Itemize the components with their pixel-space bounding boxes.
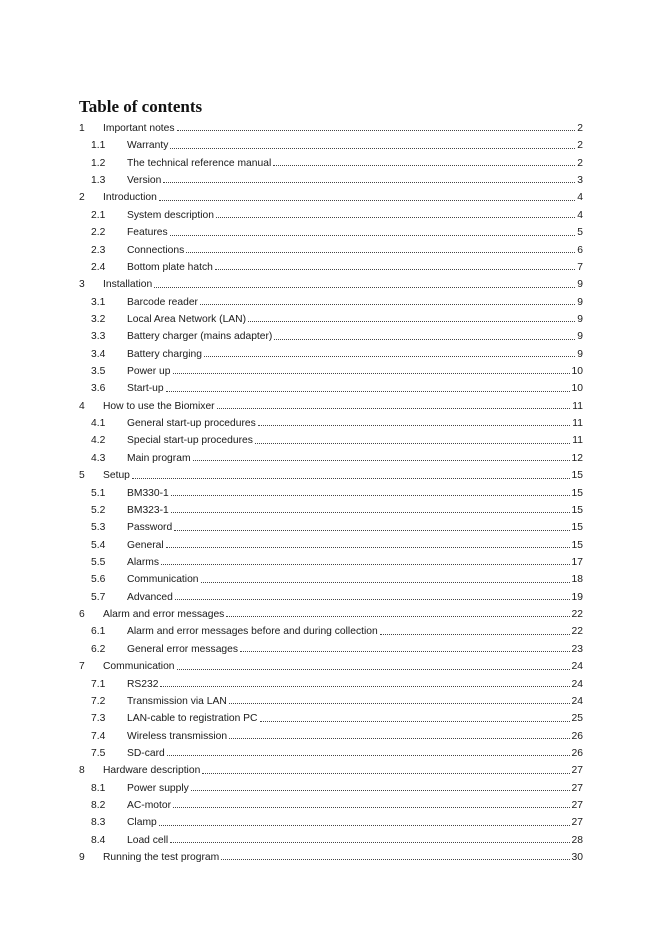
- dot-leader: [229, 703, 570, 704]
- toc-entry-title-line: [103, 658, 583, 675]
- toc-entry-title: Running the test program: [103, 852, 220, 864]
- toc-entry-title-line: [103, 120, 583, 137]
- toc-entry[interactable]: [79, 658, 583, 675]
- toc-entry-title: BM323-1: [127, 504, 169, 516]
- toc-entry-page: 26: [571, 730, 583, 742]
- toc-entry-page: 4: [577, 192, 583, 204]
- dot-leader: [274, 339, 575, 340]
- toc-entry-number: 7.3: [91, 713, 106, 725]
- toc-entry-page: 27: [571, 782, 583, 794]
- toc-entry-title-line: [103, 606, 583, 623]
- toc-entry[interactable]: [79, 728, 583, 745]
- dot-leader: [177, 130, 576, 131]
- dot-leader: [174, 530, 569, 531]
- toc-entry-title-line: [127, 676, 583, 693]
- dot-leader: [161, 564, 569, 565]
- toc-entry-page: 24: [571, 678, 583, 690]
- toc-entry-number: 4.3: [91, 452, 106, 464]
- toc-entry-title-line: [127, 797, 583, 814]
- toc-entry-title: Battery charger (mains adapter): [127, 331, 273, 343]
- toc-entry[interactable]: [79, 589, 583, 606]
- toc-entry-title-line: [127, 728, 583, 745]
- toc-entry-number: 2.4: [91, 261, 106, 273]
- toc-entry-title: Alarm and error messages before and during collection: [127, 626, 378, 638]
- toc-entry-page: 24: [571, 695, 583, 707]
- toc-entry-number: 4.1: [91, 418, 106, 430]
- dot-leader: [163, 182, 575, 183]
- toc-entry[interactable]: [79, 346, 583, 363]
- toc-entry-title: Installation: [103, 279, 153, 291]
- dot-leader: [186, 252, 575, 253]
- toc-entry-title-line: [127, 502, 583, 519]
- toc-entry-page: 23: [571, 643, 583, 655]
- toc-entry-title-line: [103, 849, 583, 866]
- toc-entry-number: 2: [79, 192, 85, 204]
- dot-leader: [260, 721, 570, 722]
- toc-entry-title: Start-up: [127, 383, 164, 395]
- dot-leader: [226, 616, 569, 617]
- toc-entry-title: Wireless transmission: [127, 730, 228, 742]
- toc-entry-page: 2: [577, 123, 583, 134]
- toc-entry[interactable]: [79, 623, 583, 640]
- toc-entry-page: 19: [571, 591, 583, 603]
- toc-entry-page: 9: [577, 296, 583, 308]
- dot-leader: [215, 269, 575, 270]
- toc-entry[interactable]: [79, 259, 583, 276]
- toc-entry-title-line: [127, 641, 583, 658]
- toc-entry-page: 15: [571, 470, 583, 482]
- toc-entry-title-line: [127, 172, 583, 189]
- toc-entry-title: Setup: [103, 470, 130, 482]
- toc-entry-title-line: [127, 554, 583, 571]
- toc-entry-page: 15: [571, 522, 583, 534]
- toc-entry-title: Transmission via LAN: [127, 695, 227, 707]
- toc-entry-title-line: [127, 207, 583, 224]
- toc-entry[interactable]: [79, 502, 583, 519]
- toc-entry-title: Power up: [127, 366, 171, 378]
- toc-entry-page: 30: [571, 852, 583, 864]
- toc-entry-number: 1: [79, 123, 85, 134]
- toc-entry-number: 8.2: [91, 800, 106, 812]
- toc-entry-title: General start-up procedures: [127, 418, 256, 430]
- dot-leader: [170, 148, 575, 149]
- toc-entry-page: 27: [571, 765, 583, 777]
- toc-entry[interactable]: [79, 189, 583, 206]
- toc-entry-number: 6.2: [91, 643, 106, 655]
- toc-entry-title-line: [127, 224, 583, 241]
- toc-entry-title-line: [127, 432, 583, 449]
- toc-entry-number: 1.2: [91, 157, 106, 169]
- toc-entry-title: General error messages: [127, 643, 239, 655]
- toc-entry-page: 2: [577, 157, 583, 169]
- toc-entry-title-line: [103, 189, 583, 206]
- toc-entry-title: Clamp: [127, 817, 157, 829]
- dot-leader: [273, 165, 575, 166]
- toc-entry-page: 15: [571, 487, 583, 499]
- toc-entry-title: Communication: [103, 661, 175, 673]
- toc-entry-number: 5.5: [91, 556, 106, 568]
- toc-entry[interactable]: [79, 276, 583, 293]
- toc-entry[interactable]: [79, 380, 583, 397]
- toc-entry[interactable]: [79, 693, 583, 710]
- toc-entry-title-line: [127, 519, 583, 536]
- toc-entry-number: 5.6: [91, 574, 106, 586]
- dot-leader: [258, 425, 571, 426]
- toc-entry-number: 1.1: [91, 140, 106, 152]
- toc-entry-number: 6.1: [91, 626, 106, 638]
- toc-entry-title-line: [127, 589, 583, 606]
- toc-entry-number: 7.1: [91, 678, 106, 690]
- toc-entry-page: 10: [571, 383, 583, 395]
- toc-entry-title: Warranty: [127, 140, 169, 152]
- toc-entry-number: 6: [79, 609, 85, 621]
- toc-entry-page: 27: [571, 800, 583, 812]
- dot-leader: [216, 217, 575, 218]
- toc-entry[interactable]: [79, 120, 583, 137]
- toc-entry[interactable]: [79, 814, 583, 831]
- toc-entry-title: How to use the Biomixer: [103, 400, 215, 412]
- toc-entry-number: 3.2: [91, 313, 106, 325]
- toc-entry[interactable]: [79, 676, 583, 693]
- toc-entry[interactable]: [79, 710, 583, 727]
- toc-entry-number: 5.1: [91, 487, 106, 499]
- toc-entry-title-line: [127, 311, 583, 328]
- toc-entry[interactable]: [79, 363, 583, 380]
- toc-entry[interactable]: [79, 328, 583, 345]
- toc-entry-title-line: [103, 276, 583, 293]
- toc-entry-number: 5.2: [91, 504, 106, 516]
- toc-entry-page: 3: [577, 175, 583, 187]
- toc-entry-page: 27: [571, 817, 583, 829]
- toc-entry-title: General: [127, 539, 164, 551]
- dot-leader: [221, 859, 569, 860]
- toc-entry-title-line: [127, 380, 583, 397]
- toc-entry-page: 9: [577, 279, 583, 291]
- toc-entry-number: 8: [79, 765, 85, 777]
- toc-entry[interactable]: [79, 485, 583, 502]
- toc-entry[interactable]: [79, 641, 583, 658]
- toc-entry-number: 5.7: [91, 591, 106, 603]
- dot-leader: [173, 807, 569, 808]
- dot-leader: [202, 773, 569, 774]
- toc-entry-title: Introduction: [103, 192, 157, 204]
- toc-entry-title-line: [127, 537, 583, 554]
- toc-entry-page: 25: [571, 713, 583, 725]
- toc-heading: Table of contents: [79, 97, 203, 116]
- toc-entry-title: Important notes: [103, 123, 175, 134]
- toc-entry[interactable]: [79, 432, 583, 449]
- toc-entry-title-line: [127, 745, 583, 762]
- toc-entry-title-line: [127, 710, 583, 727]
- toc-entry[interactable]: [79, 242, 583, 259]
- toc-entry-title: Communication: [127, 574, 199, 586]
- toc-entry[interactable]: [79, 745, 583, 762]
- dot-leader: [170, 842, 569, 843]
- toc-entry-number: 7: [79, 661, 85, 673]
- toc-entry-page: 18: [571, 574, 583, 586]
- toc-entry-number: 2.2: [91, 227, 106, 239]
- toc-entry-title-line: [103, 398, 583, 415]
- toc-entry-page: 12: [571, 452, 583, 464]
- toc-entry[interactable]: [79, 780, 583, 797]
- toc-entry-title: Special start-up procedures: [127, 435, 253, 447]
- toc-entry-page: 11: [572, 435, 583, 447]
- toc-entry-number: 2.3: [91, 244, 106, 256]
- toc-list: [79, 120, 583, 866]
- toc-entry-title-line: [127, 259, 583, 276]
- toc-entry-title-line: [127, 780, 583, 797]
- toc-entry-title: Password: [127, 522, 173, 534]
- dot-leader: [166, 547, 570, 548]
- dot-leader: [248, 321, 575, 322]
- toc-entry-number: 7.2: [91, 695, 106, 707]
- dot-leader: [175, 599, 570, 600]
- dot-leader: [171, 512, 570, 513]
- dot-leader: [160, 686, 569, 687]
- toc-entry-title: Power supply: [127, 782, 189, 794]
- toc-entry-number: 8.1: [91, 782, 106, 794]
- toc-entry-title: Advanced: [127, 591, 173, 603]
- toc-entry[interactable]: [79, 311, 583, 328]
- dot-leader: [159, 825, 570, 826]
- toc-entry[interactable]: [79, 554, 583, 571]
- toc-entry-page: 11: [572, 418, 583, 430]
- toc-entry[interactable]: [79, 571, 583, 588]
- toc-entry[interactable]: [79, 415, 583, 432]
- dot-leader: [166, 391, 570, 392]
- toc-entry-page: 5: [577, 227, 583, 239]
- toc-entry-number: 2.1: [91, 209, 106, 221]
- dot-leader: [159, 200, 575, 201]
- toc-entry-page: 26: [571, 747, 583, 759]
- dot-leader: [380, 634, 570, 635]
- toc-entry-title: Local Area Network (LAN): [127, 313, 247, 325]
- toc-entry-page: 9: [577, 313, 583, 325]
- toc-entry-title-line: [103, 762, 583, 779]
- dot-leader: [200, 304, 575, 305]
- toc-entry-number: 8.3: [91, 817, 106, 829]
- toc-entry[interactable]: [79, 797, 583, 814]
- toc-entry-title: LAN-cable to registration PC: [127, 713, 258, 725]
- toc-entry-title-line: [127, 346, 583, 363]
- toc-entry[interactable]: [79, 832, 583, 849]
- dot-leader: [191, 790, 570, 791]
- toc-entry-title-line: [127, 623, 583, 640]
- toc-entry-title: RS232: [127, 678, 159, 690]
- toc-entry-number: 1.3: [91, 175, 106, 187]
- toc-entry-page: 4: [577, 209, 583, 221]
- toc-entry-page: 15: [571, 504, 583, 516]
- toc-entry-page: 6: [577, 244, 583, 256]
- toc-entry[interactable]: [79, 137, 583, 154]
- toc-entry-title: SD-card: [127, 747, 165, 759]
- toc-entry-number: 3.4: [91, 348, 106, 360]
- toc-entry-number: 3.5: [91, 366, 106, 378]
- toc-entry-title: System description: [127, 209, 214, 221]
- toc-entry-title: AC-motor: [127, 800, 172, 812]
- toc-entry[interactable]: [79, 762, 583, 779]
- toc-entry-title-line: [127, 363, 583, 380]
- toc-entry-page: 2: [577, 140, 583, 152]
- toc-entry-title-line: [103, 467, 583, 484]
- toc-entry-page: 10: [571, 366, 583, 378]
- toc-entry-title-line: [127, 242, 583, 259]
- toc-entry-title-line: [127, 415, 583, 432]
- toc-entry-title-line: [127, 693, 583, 710]
- toc-entry-number: 4.2: [91, 435, 106, 447]
- toc-entry-page: 22: [571, 609, 583, 621]
- dot-leader: [201, 582, 570, 583]
- toc-entry-number: 8.4: [91, 834, 106, 846]
- dot-leader: [255, 443, 570, 444]
- toc-entry-page: 17: [571, 556, 583, 568]
- toc-entry-title: Bottom plate hatch: [127, 261, 213, 273]
- toc-entry-number: 5: [79, 470, 85, 482]
- toc-entry-number: 5.3: [91, 522, 106, 534]
- dot-leader: [193, 460, 570, 461]
- toc-entry-page: 9: [577, 331, 583, 343]
- dot-leader: [132, 478, 570, 479]
- dot-leader: [171, 495, 570, 496]
- toc-entry-title: Features: [127, 227, 168, 239]
- toc-entry-title-line: [127, 832, 583, 849]
- toc-entry-number: 5.4: [91, 539, 106, 551]
- toc-entry-title: The technical reference manual: [127, 157, 272, 169]
- toc-entry-page: 22: [571, 626, 583, 638]
- toc-entry[interactable]: [79, 398, 583, 415]
- toc-entry-title-line: [127, 137, 583, 154]
- toc-entry-title-line: [127, 328, 583, 345]
- dot-leader: [170, 235, 576, 236]
- toc-entry[interactable]: [79, 450, 583, 467]
- dot-leader: [204, 356, 575, 357]
- toc-entry[interactable]: [79, 519, 583, 536]
- toc-entry-title: Main program: [127, 452, 191, 464]
- dot-leader: [173, 373, 570, 374]
- toc-entry-title: Load cell: [127, 834, 169, 846]
- toc-entry-title-line: [127, 294, 583, 311]
- toc-entry-page: 24: [571, 661, 583, 673]
- dot-leader: [229, 738, 569, 739]
- toc-entry[interactable]: [79, 606, 583, 623]
- toc-entry-title: BM330-1: [127, 487, 169, 499]
- toc-entry[interactable]: [79, 467, 583, 484]
- toc-entry[interactable]: [79, 537, 583, 554]
- toc-entry-title: Barcode reader: [127, 296, 198, 308]
- toc-entry-number: 3.3: [91, 331, 106, 343]
- toc-entry-title: Alarm and error messages: [103, 609, 225, 621]
- toc-entry-title-line: [127, 571, 583, 588]
- toc-entry-title-line: [127, 450, 583, 467]
- toc-entry-number: 7.5: [91, 747, 106, 759]
- toc-entry-title: Hardware description: [103, 765, 201, 777]
- dot-leader: [177, 669, 570, 670]
- toc-entry-title: Alarms: [127, 556, 160, 568]
- dot-leader: [154, 287, 575, 288]
- toc-entry-number: 3: [79, 279, 85, 291]
- toc-entry[interactable]: [79, 207, 583, 224]
- toc-entry-title: Battery charging: [127, 348, 202, 360]
- dot-leader: [167, 755, 570, 756]
- toc-entry-title-line: [127, 155, 583, 172]
- toc-entry-title-line: [127, 485, 583, 502]
- toc-entry[interactable]: [79, 172, 583, 189]
- toc-entry-page: 28: [571, 834, 583, 846]
- toc-entry-number: 3.1: [91, 296, 106, 308]
- toc-entry-page: 11: [572, 400, 583, 412]
- toc-entry[interactable]: [79, 224, 583, 241]
- toc-entry-number: 7.4: [91, 730, 106, 742]
- dot-leader: [240, 651, 570, 652]
- toc-entry-title: Connections: [127, 244, 185, 256]
- table-of-contents: [79, 97, 583, 866]
- toc-entry-page: 7: [577, 261, 583, 273]
- toc-entry-page: 9: [577, 348, 583, 360]
- toc-entry[interactable]: [79, 849, 583, 866]
- toc-entry-number: 3.6: [91, 383, 106, 395]
- toc-entry-title-line: [127, 814, 583, 831]
- toc-entry-number: 9: [79, 852, 85, 864]
- toc-entry-number: 4: [79, 400, 85, 412]
- toc-entry-title: Version: [127, 175, 162, 187]
- toc-entry[interactable]: [79, 294, 583, 311]
- dot-leader: [217, 408, 571, 409]
- toc-entry-page: 15: [571, 539, 583, 551]
- toc-entry[interactable]: [79, 155, 583, 172]
